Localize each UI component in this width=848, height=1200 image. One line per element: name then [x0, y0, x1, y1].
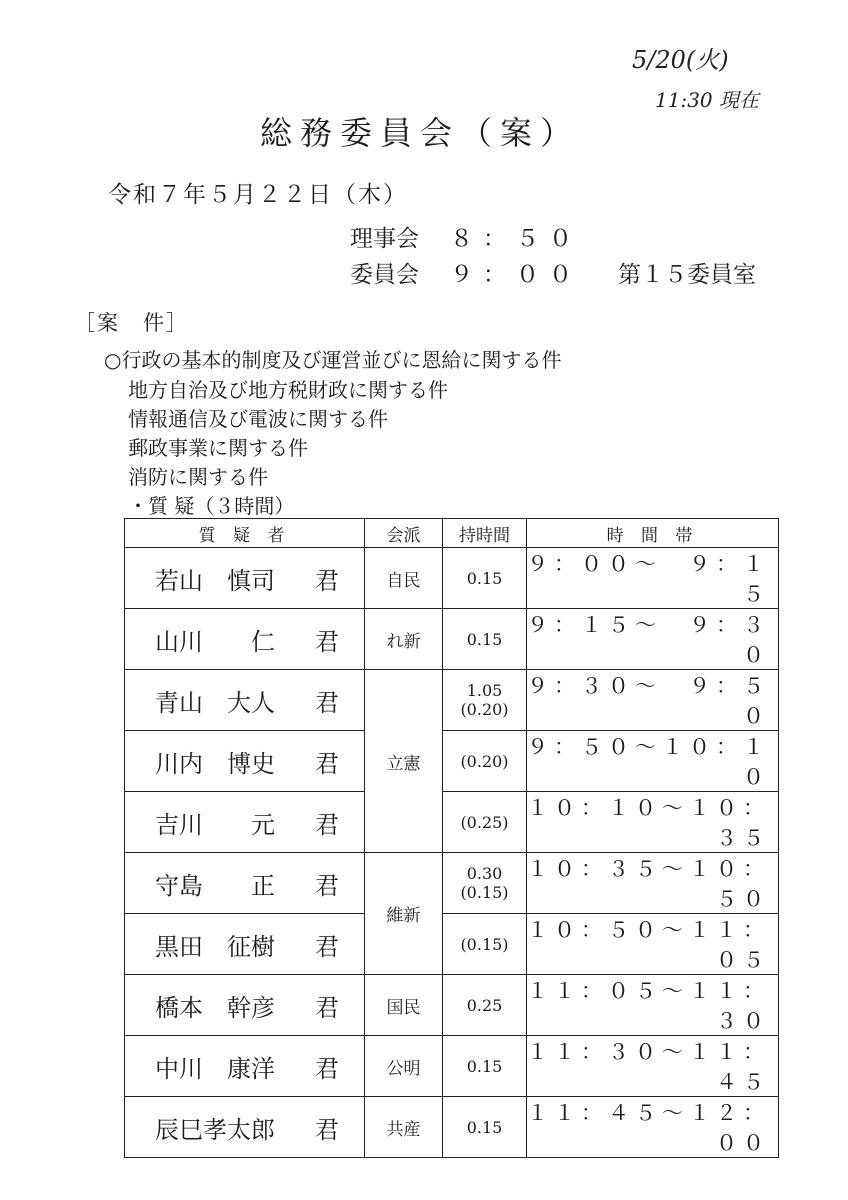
questioner-cell — [125, 914, 365, 975]
questioner-name: 若山 慎司 — [155, 566, 275, 595]
time-allocation-cell: (0.20) — [443, 731, 527, 792]
questioner-name: 青山 大人 — [155, 688, 275, 717]
individual-time: (0.15) — [460, 883, 509, 902]
time-slot-cell: １１：０５～１１：３０ — [527, 975, 779, 1036]
header-time-slot: 時 間 帯 — [527, 519, 779, 548]
questioner-name: 中川 康洋 — [155, 1054, 275, 1083]
time-slot-cell: １０：１０～１０：３５ — [527, 792, 779, 853]
agenda-item: ○行政の基本的制度及び運営並びに恩給に関する件 — [104, 348, 562, 372]
table-row — [125, 914, 779, 975]
questioner-cell — [125, 975, 365, 1036]
questioner-cell — [125, 1097, 365, 1158]
time-allocation-cell: 0.15 — [443, 1036, 527, 1097]
table-header-row — [125, 519, 779, 548]
time-allocation-cell — [443, 670, 527, 731]
agenda-item: 地方自治及び地方税財政に関する件 — [128, 378, 448, 402]
party-cell: れ新 — [365, 609, 443, 670]
honorific: 君 — [315, 1115, 339, 1144]
agenda-heading: ［案 件］ — [74, 311, 189, 335]
honorific: 君 — [315, 993, 339, 1022]
schedule-time: ９：００ — [450, 262, 582, 288]
group-total-time: 1.05 — [466, 681, 503, 700]
time-allocation-cell: (0.25) — [443, 792, 527, 853]
questioner-cell — [125, 670, 365, 731]
individual-time: (0.20) — [460, 700, 509, 719]
questions-heading: ・質 疑（３時間） — [128, 494, 295, 518]
honorific: 君 — [315, 810, 339, 839]
questioner-cell — [125, 792, 365, 853]
meeting-room: 第１５委員室 — [618, 262, 756, 288]
time-slot-cell: １０：３５～１０：５０ — [527, 853, 779, 914]
table-row — [125, 670, 779, 731]
table-row — [125, 609, 779, 670]
questioner-cell — [125, 1036, 365, 1097]
questioner-name: 川内 博史 — [155, 749, 275, 778]
party-cell: 公明 — [365, 1036, 443, 1097]
time-slot-cell: ９：５０～１０：１０ — [527, 731, 779, 792]
questioner-table — [124, 518, 779, 1158]
table-row — [125, 1097, 779, 1158]
honorific: 君 — [315, 749, 339, 778]
schedule-label: 委員会 — [350, 262, 419, 288]
agenda-item: 情報通信及び電波に関する件 — [128, 407, 388, 431]
time-allocation-cell: 0.15 — [443, 1097, 527, 1158]
questioner-cell — [125, 853, 365, 914]
header-time-allocation: 持時間 — [443, 519, 527, 548]
time-allocation-cell — [443, 853, 527, 914]
schedule-time: ８：５０ — [450, 226, 582, 252]
document-title: 総務委員会（案） — [260, 114, 581, 152]
header-party: 会派 — [365, 519, 443, 548]
agenda-item: 郵政事業に関する件 — [128, 436, 308, 460]
time-slot-cell: ９：００～ ９：１５ — [527, 548, 779, 609]
questioner-cell — [125, 609, 365, 670]
party-cell: 維新 — [365, 853, 443, 975]
time-allocation-cell: (0.15) — [443, 914, 527, 975]
time-slot-cell: ９：１５～ ９：３０ — [527, 609, 779, 670]
party-cell: 立憲 — [365, 670, 443, 853]
party-cell: 共産 — [365, 1097, 443, 1158]
meeting-date: 令和７年５月２２日（木） — [108, 182, 408, 208]
honorific: 君 — [315, 871, 339, 900]
table-row — [125, 975, 779, 1036]
honorific: 君 — [315, 1054, 339, 1083]
honorific: 君 — [315, 932, 339, 961]
party-cell: 自民 — [365, 548, 443, 609]
agenda-item: 消防に関する件 — [128, 465, 268, 489]
time-allocation-cell: 0.25 — [443, 975, 527, 1036]
table-row — [125, 548, 779, 609]
table-row — [125, 853, 779, 914]
questioner-name: 山川 仁 — [155, 627, 275, 656]
honorific: 君 — [315, 688, 339, 717]
table-row — [125, 731, 779, 792]
time-slot-cell: １１：４５～１２：００ — [527, 1097, 779, 1158]
questioner-name: 吉川 元 — [155, 810, 275, 839]
group-total-time: 0.30 — [466, 864, 503, 883]
questioner-cell — [125, 731, 365, 792]
honorific: 君 — [315, 627, 339, 656]
time-allocation-cell: 0.15 — [443, 548, 527, 609]
time-slot-cell: １１：３０～１１：４５ — [527, 1036, 779, 1097]
header-questioner: 質 疑 者 — [125, 519, 365, 548]
questioner-name: 辰巳孝太郎 — [155, 1115, 275, 1144]
time-slot-cell: １０：５０～１１：０５ — [527, 914, 779, 975]
table-row — [125, 792, 779, 853]
questioner-name: 黒田 征樹 — [155, 932, 275, 961]
questioner-cell — [125, 548, 365, 609]
table-row — [125, 1036, 779, 1097]
questioner-name: 橋本 幹彦 — [155, 993, 275, 1022]
honorific: 君 — [315, 566, 339, 595]
handwritten-date-note: 5/20(火) — [632, 46, 729, 74]
time-allocation-cell: 0.15 — [443, 609, 527, 670]
handwritten-time-note: 11:30 現在 — [655, 88, 759, 112]
party-cell: 国民 — [365, 975, 443, 1036]
questioner-name: 守島 正 — [155, 871, 275, 900]
schedule-label: 理事会 — [350, 226, 419, 252]
time-slot-cell: ９：３０～ ９：５０ — [527, 670, 779, 731]
